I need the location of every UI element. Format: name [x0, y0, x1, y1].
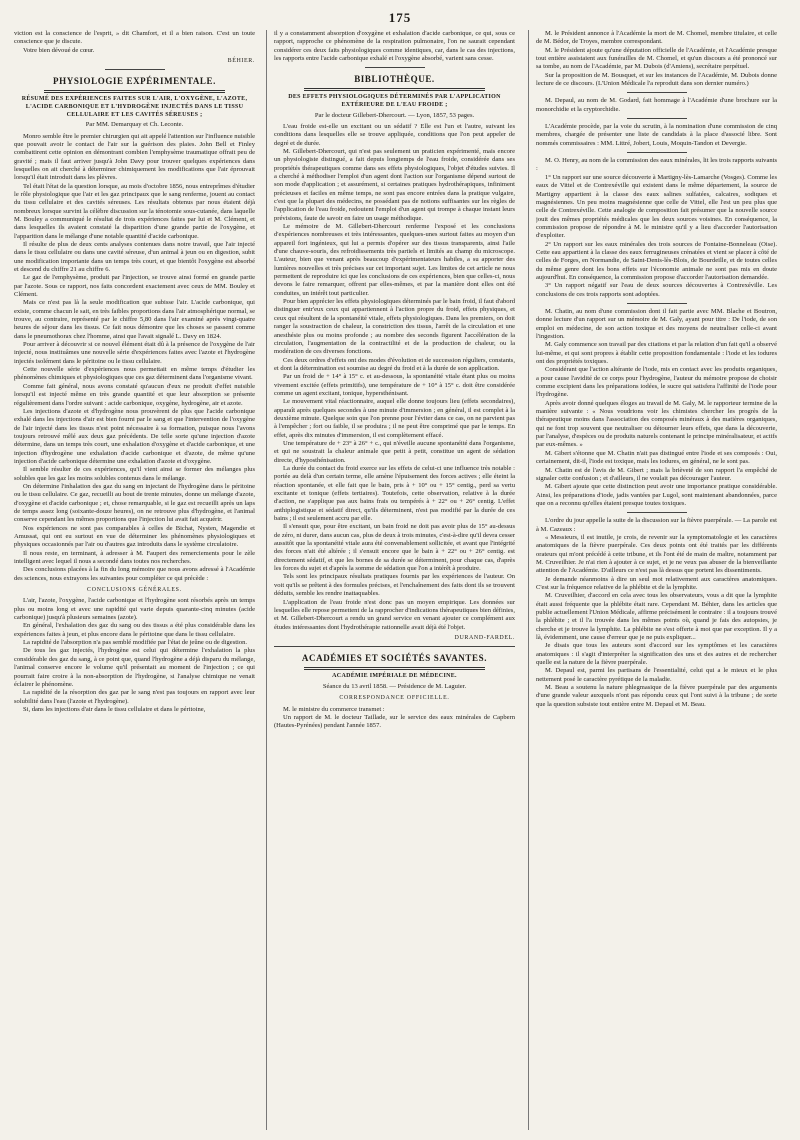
divider — [304, 667, 485, 670]
article-byline: Par MM. Demarquay et Ch. Leconte. — [85, 121, 184, 129]
paragraph: M. Chatin, au nom d'une commission dont il fait partie avec MM. Blache et Boutron, donne lecture d'un rapport sur un mémoire de M. Galy, ayant pour titre : De l'iode, de son emploi en médecine, de son action toxique et des moyens de neutraliser celle-ci avant l'ingestion. — [536, 307, 777, 340]
paragraph: L'eau froide est-elle un excitant ou un sédatif ? Elle est l'un et l'autre, suivant les conditions dans lesquelles elle se trouve appliquée, conditions que l'on peut appeler de degré et de durée. — [274, 122, 515, 147]
paragraph: M. le ministre du commerce transmet : — [283, 705, 385, 713]
section-title-bibliotheque: BIBLIOTHÈQUE. — [354, 74, 435, 85]
intro-text: viction est la conscience de l'esprit, » dit Chamfort, et il a bien raison. C'est un toute conscience que je discute. — [14, 30, 255, 46]
divider — [105, 69, 165, 70]
paragraph: 1° Un rapport sur une source découverte à Martigny-lès-Lamarche (Vosges). Comme les eaux de Vittel et de Contrexéville qui existent dans le même département, la source de Martigny appartient à la classe des eaux salines sulfatées, calcaires, sodiques et magnésiennes. Un peu moins magnésienne que celle de Vittel, elle l'est un peu plus que celle de Contrexéville. Cette analogie de composition fait présumer que la nouvelle source jouit des mêmes propriétés médicales que les deux sources voisines. En conséquence, la commission propose de répondre à M. le ministre qu'il y a lieu d'accorder l'autorisation d'exploiter. — [536, 173, 777, 240]
paragraph: Après avoir donné quelques éloges au travail de M. Galy, M. le rapporteur termine de la manière suivante : « Nous voudrions voir les chimistes chercher les progrès de la thérapeutique moins dans l'association des composés minéraux à des matières organiques, qui ne font trop souvent que neutraliser ou détourner leurs effets, que dans la découverte, par l'analyse, d'espèces ou de produits naturels contenant le principe minéralisateur, et actifs par eux-mêmes. » — [536, 399, 777, 449]
paragraph: Le mouvement vital réactionnaire, auquel elle donne toujours lieu (effets secondaires), apparaît après quelques secondes à une minute d'immersion ; en général, il est complet à la deuxième minute. Quelque soin que l'on prenne pour l'éviter dans ce cas, on ne parvient pas à l'empêcher ; fort ou faible, il se produira ; il ne peut être comprimé que par le temps. En effet, après dix minutes d'immersion, il est complètement effacé. — [274, 398, 515, 439]
article-byline: Par le docteur Gillebert-Dhercourt. — Lyon, 1857, 53 pages. — [314, 111, 475, 119]
paragraph: Il nous reste, en terminant, à adresser à M. Faupert des remerciements pour le zèle intelligent avec lequel il nous a secondé dans toutes nos recherches. — [14, 549, 255, 566]
paragraph: M. Gibert s'étonne que M. Chatin n'ait pas distingué entre l'iode et ses composés : Oui, certainement, dit-il, l'iode est toxique, mais les iodures, en général, ne le sont pas. — [536, 449, 777, 466]
paragraph: Les injections d'azote et d'hydrogène nous prouvèrent de plus que l'acide carbonique exhalé dans les injections d'air est bien fourni par le sang et que l'intervention de l'oxygène de l'air injecté dans les tissus n'est point nécessaire à sa formation, puisque nous l'avons toujours retrouvé mêlé aux deux gaz précédents. De telle sorte qu'une injection d'azote détermine, dans un temps très court, une exhalation d'oxygène et d'acide carbonique, et une injection d'hydrogène une exhalation d'acide carbonique et d'azote, de même qu'une injection d'acide carbonique détermine une exhalation d'azote et d'oxygène. — [14, 407, 255, 465]
article-subhead: RÉSUMÉ DES EXPÉRIENCES FAITES SUR L'AIR, L'OXYGÈNE, L'AZOTE, L'ACIDE CARBONIQUE ET L'HYDROGÈNE INJECTÉS DANS LE TISSU CELLULAIRE ET LES CAVITÉS SÉREUSES ; — [21, 96, 248, 118]
paragraph: 2° Un rapport sur les eaux minérales des trois sources de Fontaine-Bonneleau (Oise). Cette eau appartient à la classe des eaux ferrugineuses crénatées et vient se placer à côté de celles de Forges, en Normandie, de Saint-Denis-lès-Blois, de Bourdeille, et de toutes celles du même genre dont les bons effets sur l'économie animale ne sont pas mis en doute aujourd'hui. En conséquence, la commission propose d'accorder l'autorisation demandée. — [536, 240, 777, 281]
paragraph: M. Depaul est, parmi les partisans de l'essentialité, celui qui a le mieux et le plus nettement posé le caractère pyrétique de la maladie. — [536, 667, 777, 683]
paragraph: Pour arriver à découvrir si ce nouvel élément était dû à la présence de l'oxygène de l'air injecté, nous instituâmes une nouvelle série d'expériences faites avec l'azote et l'hydrogène injectés isolément dans le péritoine ou le tissu cellulaire. — [14, 341, 255, 365]
column-right — [536, 30, 777, 1135]
paragraph: Le gaz de l'emphysème, produit par l'injection, se trouve ainsi formé en grande partie par l'azote. Sous ce rapport, nos faits concordent exactement avec ceux de MM. Bouley et Clément. — [14, 274, 255, 299]
paragraph: M. Chatin est de l'avis de M. Gibert ; mais la brièveté de son rapport l'a empêché de signaler cette confusion ; et d'ailleurs, il ne voulait pas décourager l'auteur. — [536, 466, 777, 482]
paragraph: il y a constamment absorption d'oxygène et exhalation d'acide carbonique, ce qui, sous ce rapport, rapproche ce phénomène de la respiration pulmonaire, l'on ne saurait cependant considérer ces deux faits physiologiques comme identiques, car, dans le cas des injections, les rapports entre l'acide carbonique exhalé et l'oxygène absorbé, varient sans cesse. — [274, 30, 515, 63]
divider — [627, 92, 687, 93]
paragraph: En général, l'exhalation des gaz du sang ou des tissus a été plus considérable dans les expériences faites à jeun, et plus encore dans le péritoine que dans le tissu cellulaire. — [14, 622, 255, 638]
divider — [44, 90, 225, 93]
divider — [365, 67, 425, 68]
paragraph: La rapidité de l'absorption n'a pas semblé modifiée par l'état de jeûne ou de digestion. — [23, 639, 248, 647]
paragraph: La durée du contact du froid exerce sur les effets de celui-ci une influence très notable : portée au delà d'un certain terme, elle amène l'épuisement des forces actives ; elle éteint la réaction spontanée, et elle fait que le bain, pris à + 10° ou + 15° centig., perd sa vertu excitante et tonique (effets tertiaires). Toutefois, cette observation, relative à la durée d'action, ne s'applique pas aux bains frais ou tempérés à + 22° ou + 26° centig. L'effet anthiplogistique et sédatif direct, qu'ils déterminent, n'est pas modifié par la durée de ces bains ; il est seulement accru par elle. — [274, 465, 515, 523]
paragraph: Une température de + 23° à 26° + c., qui n'éveille aucune spontanéité dans l'organisme, et qui ne soustrait la chaleur animale que petit à petit, constitue un agent de sédation directe, d'hyposthénisation. — [274, 439, 515, 464]
paragraph: M. Cruveilhier, d'accord en cela avec tous les observateurs, vous a dit que la lymphite était aussi fréquente que la phlébite était rare. Cependant M. Béhier, dans les articles que publie actuellement l'Union Médicale, affirme précisément le contraire : il a toujours trouvé la phlébite ; et il l'a trouvée dans les mêmes points où, quand je fais des autopsies, je cherche et je trouve la lymphite. La phlébite ne s'est offerte à moi que par exception. Il y a là, évidemment, une cause d'erreur que je ne puis expliquer... — [536, 592, 777, 642]
article-body — [14, 133, 255, 584]
divider — [627, 152, 687, 153]
paragraph: L'air, l'azote, l'oxygène, l'acide carbonique et l'hydrogène sont résorbés après un temps plus ou moins long et avec une rapidité qui varie depuis quarante-cinq minutes (acide carbonique) jusqu'à plusieurs semaines (azote). — [14, 597, 255, 622]
paragraph: L'ordre du jour appelle la suite de la discussion sur la fièvre puerpérale. — La parole est à M. Cazeaux : — [536, 517, 777, 533]
paragraph: L'application de l'eau froide n'est donc pas un moyen empirique. Les données sur lesquelles elle repose permettent de la rapprocher d'indications thérapeutiques bien définies, et M. Gillebert-Dhercourt a rendu un grand service en venant ajouter ce complément aux études intéressantes dont l'hydrothérapie rationnelle avait déjà été l'objet. — [274, 598, 515, 631]
paragraph: Cette nouvelle série d'expériences nous permettait en même temps d'étudier les phénomènes chimiques et physiologiques que ces gaz déterminent dans l'organisme vivant. — [14, 366, 255, 382]
divider — [304, 88, 485, 91]
intro-closing: Votre bien dévoué de cœur. — [23, 46, 95, 54]
paragraph: L'Académie procède, par la voie du scrutin, à la nomination d'une commission de cinq membres, chargée de présenter une liste de candidats à la place d'associé libre. Sont nommés commissaires : MM. Littré, Jobert, Louis, Moquin-Tandon et Devergie. — [536, 123, 777, 147]
paragraph: Pour bien apprécier les effets physiologiques déterminés par le bain froid, il faut d'abord distinguer entr'eux ceux qui appartiennent à l'action propre du froid, effets physiques, et ceux qui résultent de la spontanéité vitale, effets physiologiques. Dans les premiers, on doit ranger la soustraction de chaleur, la constriction des tissus, l'arrêt de la circulation et une anesthésie plus ou moins profonde ; au nombre des seconds figurent l'accélération de la circulation, l'augmentation de la contractilité et de la production de chaleur, ou la modération de ces diverses fonctions. — [274, 298, 515, 356]
paragraph: « Messieurs, il est inutile, je crois, de revenir sur la symptomatologie et les caractères anatomiques de la fièvre puerpérale. Ces deux points ont été traités par les différents orateurs qui m'ont précédé à cette tribune, et ils l'ont été de main de maître, notamment par M. Cruveilhier. Je n'ai rien à ajouter à ce sujet, et je ne veux pas abuser de la bienveillante attention de l'Académie. D'ailleurs ce n'est pas là dessus que portent les dissentiments. — [536, 533, 777, 575]
paragraph: Je disais que tous les auteurs sont d'accord sur les symptômes et les caractères anatomiques : il s'agit d'interpréter la signification des uns et des autres et de rechercher quelle est la nature de la fièvre puerpérale. — [536, 642, 777, 667]
correspondence-heading: CORRESPONDANCE OFFICIELLE. — [339, 695, 450, 702]
paragraph: Ces deux ordres d'effets ont des modes d'évolution et de succession réguliers, constants, et dont la détermination est soumise au degré du froid et à la durée de son application. — [274, 356, 515, 372]
paragraph: De tous les gaz injectés, l'hydrogène est celui qui détermine l'exhalation la plus considérable des gaz du sang, à ce point que, quand l'hydrogène a déjà disparu du mélange, l'animal conserve encore le volume qu'il présentait au moment de l'injection ; ce qui pourrait faire croire à la non-absorption de l'hydrogène, si l'analyse chimique ne venait éclairer le phénomène. — [14, 647, 255, 688]
paragraph: M. le Président ajoute qu'une députation officielle de l'Académie, et l'Académie presque tout entière assistaient aux funérailles de M. Chomel, et qu'un discours a été prononcé sur sa tombe, au nom de l'Académie, par M. Dubois (d'Amiens), secrétaire perpétuel. — [536, 46, 777, 71]
paragraph: Considérant que l'action altérante de l'iode, mis en contact avec les produits organiques, a pour cause l'avidité de ce corps pour l'hydrogène, l'auteur du mémoire propose de choisir comme excipient dans les préparations iodées, le sucre qui satisfera l'affinité de l'iode pour l'hydrogène. — [536, 366, 777, 399]
paragraph: Mais ce n'est pas là la seule modification que subisse l'air. L'acide carbonique, qui existe, comme chacun le sait, en très faibles proportions dans l'air atmosphérique normal, se trouve, au contraire, représenté par le chiffre 5,80 dans l'air examiné après vingt-quatre heures de séjour dans les tissus. Ce fait nous démontre que les choses se passent comme dans le pneumothorax chez l'homme, ainsi que l'avait signalé L. Davy en 1824. — [14, 299, 255, 340]
column-rule-right — [528, 30, 529, 1130]
academy-name: ACADÉMIE IMPÉRIALE DE MÉDECINE. — [332, 673, 457, 680]
paragraph: M. Gibert ajoute que cette distinction peut avoir une importance pratique considérable. Ainsi, les préparations d'iode, jadis vantées par Lugol, sont maintenant abandonnées, parce que on a reconnu qu'elles étaient presque toutes toxiques. — [536, 483, 777, 507]
divider — [627, 512, 687, 513]
paragraph: Tel était l'état de la question lorsque, au mois d'octobre 1856, nous entreprîmes d'étudier le rôle physiologique que l'air et les gaz principaux que le sang renferme, jouent au contact du tissu cellulaire et des cavités séreuses. Les résultats obtenus par nous étaient déjà nombreux lorsque survint la célèbre discussion sur la ténotomie sous-cutanée, dans laquelle M. Bouley a communiqué le résultat de trois expériences faites par lui et M. Clément, et dans lesquelles ils avaient constaté la disparition d'une grande partie de l'oxygène, et l'apparition dans le mélange d'une notable quantité d'acide carbonique. — [14, 182, 255, 240]
paragraph: M. Gillebert-Dhercourt, qui n'est pas seulement un praticien expérimenté, mais encore un physiologiste distingué, a fait depuis longtemps de l'eau froide, considérée dans ses propriétés thérapeutiques comme dans ses effets physiologiques, l'objet d'études suivies. Il a cherché à méthodiser l'emploi d'un agent dont l'action sur l'organisme dépend surtout de son mode d'application ; et assurément, si certaines pratiques hydrothérapiques, infiniment précieuses et faciles en même temps, ne sont pas encore entrées dans la pratique vulgaire, c'est que la plupart des médecins, ne possédant pas de notions suffisantes sur les règles de l'application de l'eau froide, redoutent l'emploi d'un agent qui trompe à chaque instant leurs prévisions, faute de savoir en faire un usage méthodique. — [274, 147, 515, 222]
intro-signature: BÉHIER. — [227, 58, 255, 65]
conclusions-body — [14, 597, 255, 714]
paragraph: M. le Président annonce à l'Académie la mort de M. Chomel, membre titulaire, et celle de M. Bédor, de Troyes, membre correspondant. — [536, 30, 777, 46]
paragraph: Des conclusions placées à la fin du long mémoire que nous avons adressé à l'Académie des sciences, nous extrayons les suivantes pour compléter ce qui précède : — [14, 566, 255, 582]
divider — [627, 303, 687, 304]
paragraph: Par un froid de + 14° à 15° c. et au-dessous, la spontanéité vitale étant plus ou moins vivement excitée (effets primitifs), une température de + 10° à 15° c. doit être considérée comme un agent excitant, tonique, hypersthénisant. — [274, 373, 515, 397]
paragraph: Comme fait général, nous avons constaté qu'aucun d'eux ne produit d'effet nuisible lorsqu'il est injecté même en très grande quantité et que leur absorption se présente régulièrement dans l'ordre suivant : acide carbonique, oxygène, hydrogène, air et azote. — [14, 382, 255, 407]
paragraph: Nos expériences ne sont pas comparables à celles de Bichat, Nysten, Magendie et Amussat, qui ont eu surtout en vue de déterminer les phénomènes physiologiques et physiques occasionnés par l'air ou d'autres gaz introduits dans le système circulatoire. — [14, 524, 255, 549]
divider — [274, 646, 515, 647]
paragraph: 3° Un rapport négatif sur l'eau de deux sources découvertes à Contrexéville. Les conclusions de ces trois rapports sont adoptées. — [536, 282, 777, 298]
session-line: Séance du 13 avril 1858. — Présidence de M. Laguier. — [322, 682, 467, 690]
paragraph: Je demande néanmoins à dire un seul mot relativement aux caractères anatomiques. C'est sur la fréquence relative de la phlébite et de la lymphite. — [536, 575, 777, 591]
column-left — [14, 30, 255, 1135]
paragraph: M. Depaul, au nom de M. Godard, fait hommage à l'Académie d'une brochure sur la monorchidie et la cryptorchidie. — [536, 97, 777, 113]
paragraph: Un rapport de M. le docteur Taillade, sur le service des eaux minérales de Capbern (Hautes-Pyrénées) pendant l'année 1857. — [274, 713, 515, 730]
paragraph: Sur la proposition de M. Bousquet, et sur les instances de l'Académie, M. Dubois donne lecture de ce discours. (L'Union Médicale l'a reproduit dans son dernier numéro.) — [536, 71, 777, 88]
paragraph: On détermine l'inhalation des gaz du sang en injectant de l'hydrogène dans le péritoine ou le tissu cellulaire. Ce gaz, recueilli au bout de trente minutes, donne un mélange d'azote, d'oxygène et d'acide carbonique ; et, chose remarquable, si le gaz est recueilli après un laps de temps assez long (soixante-douze heures), on ne retrouve plus d'hydrogène, et l'animal conserve cependant les mêmes proportions que l'injection lui avait fait acquérir. — [14, 482, 255, 524]
section-title-academies: ACADÉMIES ET SOCIÉTÉS SAVANTES. — [301, 653, 488, 664]
article-subhead: DES EFFETS PHYSIOLOGIQUES DÉTERMINÉS PAR L'APPLICATION EXTÉRIEURE DE L'EAU FROIDE ; — [288, 94, 501, 108]
paragraph: Monro semble être le premier chirurgien qui ait appelé l'attention sur l'influence nuisible que pouvait avoir le contact de l'air sur la guérison des plaies. John Bell et Finley combattirent cette opinion en démontrant combien l'emphysème traumatique offrait peu de gravité ; mais il faut arriver jusqu'à John Davy pour trouver quelques expériences dans lesquelles on ait cherché à déterminer chimiquement les modifications que l'air éprouvait lorsqu'il était introduit dans les plèvres. — [14, 132, 255, 182]
paragraph: Il semble résulter de ces expériences, qu'il vient ainsi se former des mélanges plus solubles que les gaz les moins solubles contenus dans le mélange. — [14, 466, 255, 482]
article-body — [274, 123, 515, 632]
paragraph: M. Galy commence son travail par des citations et par la relation d'un fait qu'il a observé lui-même, et qui sont propres à établir cette proposition fondamentale : l'iode et les iodures ont des propriétés toxiques. — [536, 341, 777, 366]
paragraph: M. O. Henry, au nom de la commission des eaux minérales, lit les trois rapports suivants : — [536, 157, 777, 173]
article-signature: DURAND-FARDEL. — [454, 634, 515, 641]
paragraph: Si, dans les injections d'air dans le tissu cellulaire et dans le péritoine, — [23, 705, 206, 713]
column-rule-left — [266, 30, 267, 1130]
paragraph: Il résulte de plus de deux cents analyses contenues dans notre travail, que l'air injecté dans le tissu cellulaire ou dans une cavité séreuse, d'un animal à jeun ou en digestion, subit une modification importante dans un temps très court, et que bientôt l'oxygène est absorbé et descend du chiffre 21 au chiffre 6. — [14, 240, 255, 273]
paragraph: M. Beau a soutenu la nature phlegmasique de la fièvre puerpérale par des arguments d'une grande valeur auxquels n'ont pas répondu ceux qui l'ont suivi à la tribune ; de sorte que la question subsiste tout entière entre M. Depaul et M. Beau. — [536, 684, 777, 708]
divider — [627, 118, 687, 119]
page-number: 175 — [388, 10, 412, 25]
column-middle — [274, 30, 515, 1135]
paragraph: La rapidité de la résorption des gaz par le sang n'est pas toujours en rapport avec leur solubilité dans l'eau (l'azote et l'hydrogène). — [14, 689, 255, 705]
section-title-physiologie: PHYSIOLOGIE EXPÉRIMENTALE. — [53, 76, 216, 87]
conclusions-heading: CONCLUSIONS GÉNÉRALES. — [87, 587, 182, 594]
paragraph: Le mémoire de M. Gillebert-Dhercourt renferme l'exposé et les conclusions d'expériences nombreuses et très intéressantes, quelques-unes surtout faites au moyen d'un appareil fort ingénieux, qui lui a permis d'opérer sur des tissus transparents, ainsi l'aile d'une chauve-souris, des refroidissements très partiels et limités au champ du microscope. L'auteur, bien que venant après beaucoup d'expérimentateurs habiles, a su apporter des lumières nouvelles et très précises sur cet important sujet. Les limites de cet article ne nous permettent de reproduire ici que les conclusions de ces expériences, bien que celles-ci, nous devons le faire remarquer, offrent par elles-mêmes, et par la manière dont elles ont été conduites, un intérêt tout particulier. — [274, 223, 515, 297]
paragraph: Tels sont les principaux résultats pratiques fournis par les expériences de l'auteur. On voit qu'ils se prêtent à des formules précises, et l'enchaînement des faits dont ils se trouvent déduits, semble les rendre inattaquables. — [274, 573, 515, 598]
paragraph: Il s'ensuit que, pour être excitant, un bain froid ne doit pas avoir plus de 15° au-dessus de zéro, ni durer, dans aucun cas, plus de deux à trois minutes, c'est-à-dire qu'il devra cesser aussitôt que la spontanéité vitale aura été convenablement sollicitée, et avant que l'intégrité des forces n'ait été altérée ; il s'ensuit encore que le bain à + 22° ou + 26° centig. est directement sédatif, et que les bornes de sa durée se déterminent, pour chaque cas, d'après les forces du sujet et d'après la somme de sédation que l'on a intérêt à produire. — [274, 523, 515, 573]
